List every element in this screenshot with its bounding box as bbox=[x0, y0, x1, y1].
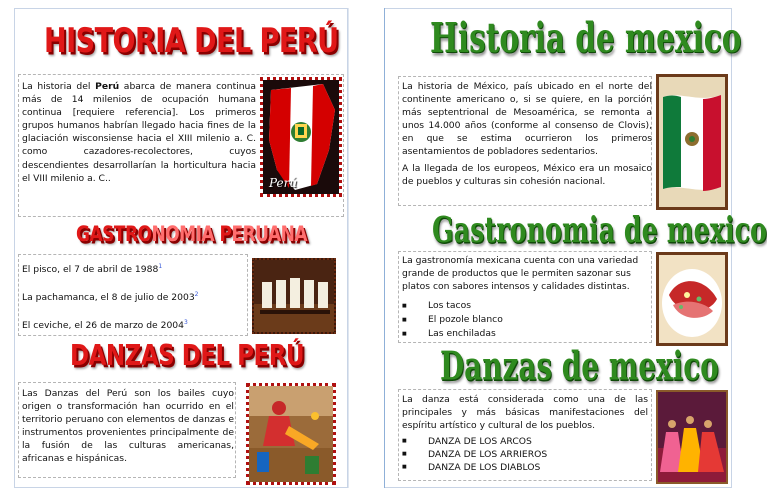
peru-danzas-text: Las Danzas del Perú son los bailes cuyo origen o transformación han ocurrido en el territorio peruano con elementos de danzas e instrumentos provenientes principalmente de la fusión de las culturas americanas, africanas e hispánicas. bbox=[22, 388, 234, 465]
peru-dishes-list bbox=[22, 260, 199, 344]
mexico-gastro-title: Gastronomia de mexico bbox=[432, 210, 767, 252]
peru-map-label: Perú bbox=[269, 176, 298, 190]
dish-item: La pachamanca, el 8 de julio de 2003$^2$ bbox=[22, 291, 199, 304]
left-column-guide bbox=[348, 8, 349, 488]
peru-danzas-title: DANZAS DEL PERÚ bbox=[70, 340, 305, 373]
danza-list-item: ■ DANZA DE LOS ARCOS bbox=[428, 435, 547, 448]
gastro-list-item: ■ Los tacos bbox=[428, 299, 503, 313]
mexico-history-paragraph-2: A la llegada de los europeos, México era un mosaico de pueblos y culturas sin cohesión nacional. bbox=[402, 162, 652, 187]
pisco-glasses-image bbox=[252, 258, 336, 334]
mexico-danzas-title: Danzas de mexico bbox=[440, 344, 719, 390]
mexico-history-paragraph-1: La historia de México, país ubicado en el norte del continente americano o, si se quiere, en la porción más septentrional de Mesoamérica, se remonta a unos 14.000 años (conforme al consenso de Clovis), en que se estima ocurrieron los primeros asentamientos de pobladores sedentarios. bbox=[402, 81, 652, 158]
page-divider bbox=[384, 8, 385, 488]
gastro-list-item: ■ El pozole blanco bbox=[428, 313, 503, 327]
mexico-danzas-list bbox=[402, 435, 547, 474]
danza-list-item: ■ DANZA DE LOS DIABLOS bbox=[428, 461, 547, 474]
danza-list-item: ■ DANZA DE LOS ARRIEROS bbox=[428, 448, 547, 461]
mexican-dance-image bbox=[656, 390, 728, 484]
mexico-history-title: Historia de mexico bbox=[430, 14, 742, 63]
mexico-danzas-text: La danza está considerada como una de las principales y más básicas manifestaciones del espíritu artístico y cultural de los pueblos. bbox=[402, 394, 648, 432]
mexican-food-image bbox=[656, 252, 728, 346]
mexico-history-text bbox=[402, 80, 652, 188]
peru-dance-image bbox=[246, 383, 336, 485]
peru-history-text: La historia del Perú abarca de manera continua más de 14 milenios de ocupación humana continua [requiere referencia]. Los primeros grupos humanos habrían llegado hacia fines de la glaciación wisconsiense hacia el XIII milenio a. C. como cazadores-recolectores, cuyos descendientes desarrollarían la horticultura hacia el VIII milenio a. C.. bbox=[22, 81, 256, 184]
peru-gastro-title: GASTRONOMIA PERUANA bbox=[76, 222, 307, 247]
dish-item: El ceviche, el 26 de marzo de 2004$^3$ bbox=[22, 319, 188, 332]
gastro-list-item: ■ Las enchiladas bbox=[428, 327, 503, 341]
mexico-gastro-list bbox=[402, 299, 503, 341]
mexico-flag-image bbox=[656, 74, 728, 210]
peru-map-flag-image bbox=[260, 77, 342, 197]
dish-item: El pisco, el 7 de abril de 1988$^1$ bbox=[22, 263, 163, 276]
peru-history-title: HISTORIA DEL PERÚ bbox=[44, 22, 339, 61]
mexico-gastro-text: La gastronomía mexicana cuenta con una variedad grande de productos que le permiten sazonar sus platos con sabores intensos y calidades distintas. bbox=[402, 255, 639, 293]
